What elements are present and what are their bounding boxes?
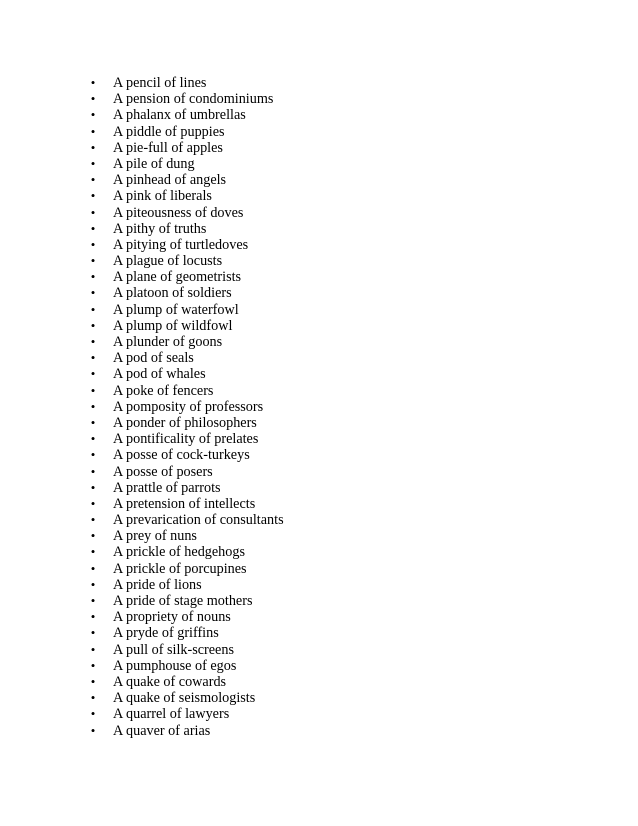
list-item <box>88 544 284 560</box>
list-item-text: A quake of seismologists <box>113 690 256 707</box>
bullet-icon: • <box>90 204 96 220</box>
bullet-icon: • <box>90 414 96 430</box>
bullet-icon: • <box>90 236 96 252</box>
bullet-icon: • <box>90 576 96 592</box>
bullet-icon: • <box>90 398 96 414</box>
list-item-text: A pomposity of professors <box>113 398 264 415</box>
list-item-text: A quake of cowards <box>113 673 227 690</box>
list-item-text: A plunder of goons <box>113 334 223 350</box>
list-item <box>88 269 284 285</box>
bullet-icon: • <box>90 512 96 528</box>
list-item <box>88 205 284 221</box>
bullet-icon: • <box>90 75 96 90</box>
bullet-list <box>88 75 284 739</box>
bullet-icon: • <box>90 641 96 657</box>
bullet-icon: • <box>90 334 96 349</box>
list-item <box>88 107 284 123</box>
bullet-icon: • <box>90 301 96 317</box>
list-item-text: A prattle of parrots <box>113 479 221 496</box>
list-item-text: A piddle of puppies <box>113 123 225 140</box>
list-item <box>88 237 284 253</box>
list-item-text: A prickle of hedgehogs <box>113 544 245 561</box>
list-item-text: A pitying of turtledoves <box>113 236 249 253</box>
list-item <box>88 172 284 188</box>
bullet-icon: • <box>90 625 96 641</box>
list-item <box>88 577 284 593</box>
list-item-text: A ponder of philosophers <box>113 414 257 431</box>
list-item <box>88 431 284 447</box>
list-item-text: A pension of condominiums <box>113 91 274 108</box>
list-item <box>88 447 284 463</box>
list-item-text: A pod of seals <box>113 350 194 367</box>
list-item-text: A posse of posers <box>113 463 213 480</box>
list-item-text: A propriety of nouns <box>113 609 231 626</box>
list-item <box>88 383 284 399</box>
list-item-text: A phalanx of umbrellas <box>113 107 246 124</box>
bullet-icon: • <box>90 722 96 738</box>
list-item-text: A quaver of arias <box>113 722 211 739</box>
bullet-icon: • <box>90 366 96 382</box>
bullet-icon: • <box>90 528 96 544</box>
bullet-icon: • <box>90 220 96 236</box>
list-item <box>88 512 284 528</box>
bullet-icon: • <box>90 253 96 269</box>
list-item <box>88 642 284 658</box>
bullet-icon: • <box>90 91 96 107</box>
bullet-icon: • <box>90 495 96 511</box>
bullet-icon: • <box>90 657 96 673</box>
list-item-text: A pontificality of prelates <box>113 431 259 448</box>
list-item-text: A pencil of lines <box>113 75 207 91</box>
list-item-text: A pride of stage mothers <box>113 593 253 609</box>
list-item-text: A pinhead of angels <box>113 172 227 189</box>
list-item-text: A poke of fencers <box>113 382 214 399</box>
list-item-text: A posse of cock-turkeys <box>113 447 250 464</box>
list-item <box>88 302 284 318</box>
list-item-text: A pull of silk-screens <box>113 641 234 658</box>
list-item <box>88 221 284 237</box>
list-item <box>88 366 284 382</box>
list-item <box>88 593 284 609</box>
list-item <box>88 140 284 156</box>
list-item-text: A pithy of truths <box>113 220 207 237</box>
list-item-text: A plump of wildfowl <box>113 317 233 334</box>
list-item <box>88 706 284 722</box>
list-item <box>88 285 284 301</box>
bullet-icon: • <box>90 706 96 722</box>
list-item <box>88 156 284 172</box>
bullet-icon: • <box>90 447 96 463</box>
list-item <box>88 625 284 641</box>
list-item-text: A plane of geometrists <box>113 269 242 286</box>
list-item-text: A prickle of porcupines <box>113 560 247 577</box>
list-item <box>88 318 284 334</box>
bullet-icon: • <box>90 560 96 576</box>
bullet-icon: • <box>90 188 96 204</box>
list-item-text: A plump of waterfowl <box>113 301 239 318</box>
list-item <box>88 75 284 91</box>
list-item-text: A platoon of soldiers <box>113 285 232 302</box>
list-item <box>88 91 284 107</box>
bullet-icon: • <box>90 593 96 608</box>
list-item-text: A pie-full of apples <box>113 139 223 156</box>
list-item-text: A quarrel of lawyers <box>113 706 230 723</box>
list-item <box>88 674 284 690</box>
bullet-icon: • <box>90 382 96 398</box>
list-item <box>88 464 284 480</box>
list-item <box>88 253 284 269</box>
list-item <box>88 496 284 512</box>
list-item <box>88 480 284 496</box>
list-item-text: A pumphouse of egos <box>113 657 237 674</box>
bullet-icon: • <box>90 123 96 139</box>
list-item <box>88 690 284 706</box>
bullet-icon: • <box>90 479 96 495</box>
bullet-icon: • <box>90 285 96 301</box>
list-item <box>88 561 284 577</box>
bullet-icon: • <box>90 690 96 706</box>
list-item-text: A prey of nuns <box>113 528 197 545</box>
list-item-text: A pretension of intellects <box>113 495 256 512</box>
bullet-icon: • <box>90 431 96 447</box>
list-item <box>88 658 284 674</box>
list-item <box>88 350 284 366</box>
list-item <box>88 399 284 415</box>
bullet-icon: • <box>90 155 96 171</box>
bullet-icon: • <box>90 107 96 123</box>
list-item-text: A pryde of griffins <box>113 625 219 642</box>
list-item-text: A pile of dung <box>113 155 195 172</box>
list-item <box>88 415 284 431</box>
bullet-icon: • <box>90 139 96 155</box>
bullet-icon: • <box>90 350 96 366</box>
bullet-icon: • <box>90 673 96 689</box>
list-item-text: A piteousness of doves <box>113 204 244 221</box>
bullet-icon: • <box>90 317 96 333</box>
list-item-text: A pod of whales <box>113 366 206 383</box>
bullet-icon: • <box>90 172 96 188</box>
list-item-text: A pride of lions <box>113 576 202 593</box>
list-item-text: A pink of liberals <box>113 188 212 205</box>
list-item <box>88 723 284 739</box>
bullet-icon: • <box>90 544 96 560</box>
list-item <box>88 124 284 140</box>
list-item <box>88 528 284 544</box>
list-item <box>88 334 284 350</box>
list-item <box>88 609 284 625</box>
bullet-icon: • <box>90 609 96 625</box>
list-item-text: A prevarication of consultants <box>113 512 284 529</box>
list-item <box>88 188 284 204</box>
list-item-text: A plague of locusts <box>113 253 223 270</box>
bullet-icon: • <box>90 463 96 479</box>
bullet-icon: • <box>90 269 96 285</box>
